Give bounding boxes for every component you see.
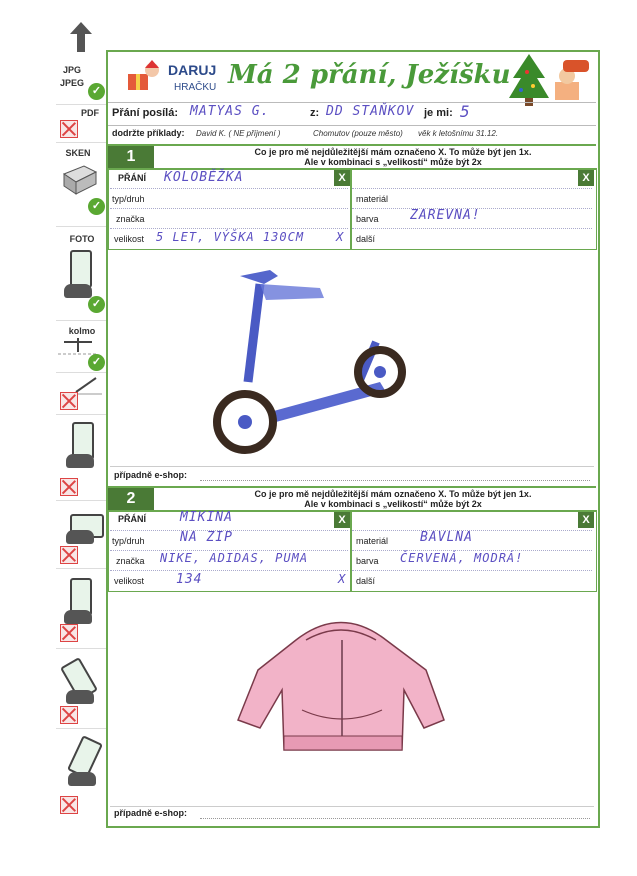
landscape-rejected-icon [60, 546, 78, 564]
wish2-eshop-label: případně e-shop: [114, 808, 188, 818]
pdf-rejected-icon [60, 120, 78, 138]
example-age: věk k letošnímu 31.12. [418, 129, 499, 138]
wish2-left-x-mark: X [334, 512, 350, 528]
hoodie-drawing [226, 610, 456, 760]
wish2-number: 2 [108, 488, 154, 510]
wish1-other-label: další [356, 234, 376, 244]
hand-icon [66, 530, 94, 544]
wish2-material-field[interactable]: BAVLNA [420, 530, 473, 545]
wish2-type-field[interactable]: NA ZIP [180, 530, 233, 545]
wish1-size-field[interactable]: 5 LET, VÝŠKA 130CM [156, 230, 305, 244]
hand-icon [66, 690, 94, 704]
wish1-material-label: materiál [356, 194, 389, 204]
wish1-eshop-field[interactable] [200, 480, 590, 481]
wish1-number: 1 [108, 146, 154, 168]
perpendicular-label: kolmo [68, 326, 96, 336]
wish2-color-field[interactable]: ČERVENÁ, MODRÁ! [400, 551, 524, 565]
wish1-wish-label: PŘÁNÍ [118, 173, 147, 183]
wish2-size-field[interactable]: 134 [176, 572, 203, 587]
scanner-icon [60, 160, 100, 200]
wish2-wish-label: PŘÁNÍ [118, 514, 147, 524]
sender-name-field[interactable]: MATYAS G. [190, 104, 270, 119]
rotated-rejected-icon [60, 706, 78, 724]
wish2-instructions [228, 489, 558, 509]
hand-icon [64, 284, 92, 298]
hand-icon [64, 610, 92, 624]
logo-hracku-text: HRAČKU [174, 82, 217, 93]
scan-ok-check-icon: ✓ [88, 198, 105, 215]
wish1-right-x-mark: X [578, 170, 594, 186]
logo-daruj-text: DARUJ [168, 62, 217, 78]
age-field[interactable]: 5 [460, 102, 471, 121]
example-city: Chomutov (pouze město) [313, 129, 403, 138]
arrow-up-icon[interactable] [70, 22, 92, 52]
scan-label: SKEN [65, 148, 91, 158]
wish2-type-label: typ/druh [112, 536, 145, 546]
wish1-type-label: typ/druh [112, 194, 145, 204]
from-city-field[interactable]: DD STAŇKOV [326, 104, 415, 119]
wish1-color-label: barva [356, 214, 379, 224]
tilted-rejected-icon [60, 478, 78, 496]
wish1-color-field[interactable]: ZAREVNA! [410, 208, 481, 223]
photo-label: FOTO [69, 234, 95, 244]
wish2-eshop-field[interactable] [200, 818, 590, 819]
wish1-eshop-label: případně e-shop: [114, 470, 188, 480]
wish2-header [108, 486, 596, 512]
format-pdf-label: PDF [81, 108, 99, 118]
wish1-instructions [228, 147, 558, 167]
close-rejected-icon [60, 624, 78, 642]
wish2-other-label: další [356, 576, 376, 586]
perpendicular-ok-check-icon: ✓ [88, 354, 105, 371]
scooter-drawing [200, 262, 420, 462]
example-name: David K. ( NE příjmení ) [196, 129, 281, 138]
wish2-material-label: materiál [356, 536, 389, 546]
hand-icon [66, 454, 94, 468]
santa-gift-logo-icon [124, 60, 164, 92]
wish1-instruction-line1: Co je pro mě nejdůležitější mám označeno X. To může být jen 1x. [254, 147, 532, 157]
angled-rejected-icon [60, 392, 78, 410]
wish2-instruction-line2: Ale v kombinaci s „velikostí“ může být 2x [304, 499, 482, 509]
examples-label: dodržte příklady: [112, 128, 185, 138]
wish1-instruction-line2: Ale v kombinaci s „velikostí“ může být 2x [304, 157, 482, 167]
skewed-rejected-icon [60, 796, 78, 814]
from-label: z: [310, 107, 320, 119]
wish2-wish-field[interactable]: MIKINA [180, 510, 233, 525]
wish2-size-mark: X [338, 572, 347, 586]
format-jpg-label: JPG [62, 65, 81, 75]
wish1-header [108, 144, 596, 170]
wish2-instruction-line1: Co je pro mě nejdůležitější mám označeno X. To může být jen 1x. [254, 489, 532, 499]
page-title: Má 2 přání, Ježíšku [228, 60, 511, 90]
sender-label: Přání posílá: [112, 107, 179, 119]
age-label: je mi: [424, 107, 453, 119]
wish1-size-mark: X [336, 230, 345, 244]
wish1-size-label: velikost [114, 234, 145, 244]
wish2-right-x-mark: X [578, 512, 594, 528]
wish2-brand-field[interactable]: NIKE, ADIDAS, PUMA [160, 551, 309, 565]
wish2-size-label: velikost [114, 576, 145, 586]
format-jpeg-label: JPEG [59, 78, 84, 88]
phone-icon [70, 250, 92, 288]
wish2-color-label: barva [356, 556, 379, 566]
hand-icon [68, 772, 96, 786]
photo-ok-check-icon: ✓ [88, 296, 105, 313]
wish1-brand-label: značka [116, 214, 145, 224]
wish2-brand-label: značka [116, 556, 145, 566]
wish1-wish-field[interactable]: KOLOBĚŽKA [164, 170, 244, 185]
jpeg-ok-check-icon: ✓ [88, 83, 105, 100]
wish1-left-x-mark: X [334, 170, 350, 186]
